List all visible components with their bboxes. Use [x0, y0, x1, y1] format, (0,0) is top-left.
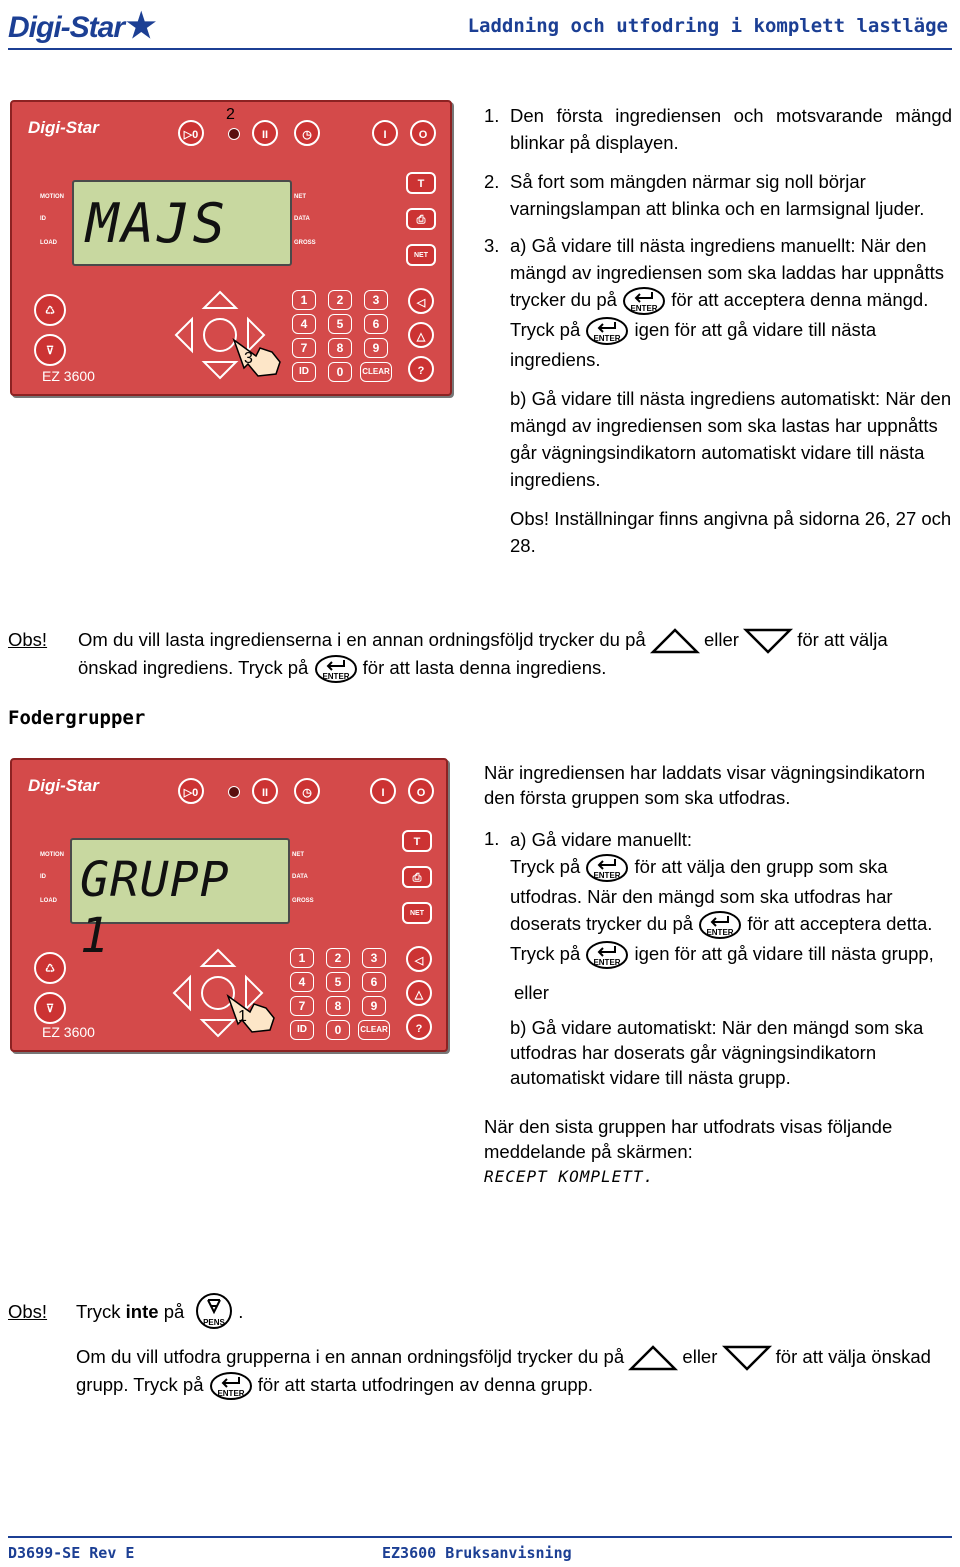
key-4[interactable]: 4: [292, 314, 316, 334]
print-button[interactable]: ⎙: [406, 208, 436, 230]
net-gross-button[interactable]: NET: [402, 902, 432, 924]
pens-button[interactable]: ⊽: [34, 992, 66, 1024]
enter-icon: [622, 286, 666, 316]
callout-2: 2: [226, 106, 235, 123]
on-button[interactable]: I: [370, 778, 396, 804]
key-2[interactable]: 2: [326, 948, 350, 968]
device-display: [72, 180, 292, 266]
key-6[interactable]: 6: [362, 972, 386, 992]
device-panel-2: [10, 758, 448, 1052]
last-group-text: När den sista gruppen har utfodrats visas följande meddelande på skärmen:: [484, 1116, 893, 1163]
label-load: LOAD: [40, 898, 57, 904]
obs-note-1: [8, 627, 952, 684]
step-2: 2. Så fort som mängden närmar sig noll börjar varningslampan att blinka och en larmsignal ljuder.: [484, 168, 952, 222]
device-model: EZ 3600: [42, 368, 95, 384]
label-gross: GROSS: [294, 240, 316, 246]
device-panel-1: [10, 100, 452, 396]
zero-button[interactable]: ▷0: [178, 120, 204, 146]
down-triangle-icon: [723, 1345, 771, 1371]
hand-pointer-icon: [224, 990, 280, 1034]
off-button[interactable]: O: [408, 778, 434, 804]
net-gross-button[interactable]: NET: [406, 244, 436, 266]
footer-divider: [8, 1536, 952, 1538]
label-motion: MOTION: [40, 194, 64, 200]
step-3a-text: a) Gå vidare till nästa ingrediens manuellt: När den mängd av ingrediensen som ska laddas har uppnåtts trycker du på ENTER för att acceptera denna mängd. Tryck på ENTER igen för att gå vidare till nästa ingrediens.: [510, 235, 944, 371]
label-id: ID: [40, 874, 46, 880]
key-7[interactable]: 7: [290, 996, 314, 1016]
help-button[interactable]: ?: [406, 1014, 432, 1040]
label-net: NET: [292, 852, 304, 858]
device-model: EZ 3600: [42, 1024, 95, 1040]
key-4[interactable]: 4: [290, 972, 314, 992]
select-button[interactable]: △: [406, 980, 432, 1006]
group-step-1: 1. a) Gå vidare manuellt: Tryck på ENTER för att välja den grupp som ska utfodras. När den mängd som ska utfodras har doserats trycker du på ENTER för att acceptera detta. Tryck på ENTER igen för att gå vidare till nästa grupp,: [484, 826, 952, 970]
function-button[interactable]: ◁: [408, 288, 434, 314]
step-2-text: Så fort som mängden närmar sig noll börjar varningslampan att blinka och en larmsignal ljuder.: [510, 171, 925, 219]
key-0[interactable]: 0: [328, 362, 352, 382]
obs-label: Obs!: [8, 629, 48, 650]
label-id: ID: [40, 216, 46, 222]
section-heading-fodergrupper: Fodergrupper: [8, 707, 146, 729]
key-5[interactable]: 5: [328, 314, 352, 334]
obs-note-2: Obs! Tryck inte på PENS . Om du vill utfodra grupperna i en annan ordningsföljd trycker du på eller för att välja önskad grupp. Tryck på ENTER för att starta utfodringen av denna grupp.: [8, 1292, 952, 1401]
enter-icon: [585, 316, 629, 346]
complete-message: RECEPT KOMPLETT.: [484, 1167, 655, 1187]
up-triangle-icon: [651, 628, 699, 654]
hold-button[interactable]: II: [252, 778, 278, 804]
tare-button[interactable]: T: [402, 830, 432, 852]
key-8[interactable]: 8: [326, 996, 350, 1016]
key-clear[interactable]: CLEAR: [358, 1020, 390, 1040]
group-step-1b-text: b) Gå vidare automatiskt: När den mängd som ska utfodras har doserats går vägningsindikatorn automatiskt vidare till nästa grupp.: [510, 1017, 924, 1089]
star-icon: ★: [126, 7, 156, 45]
device-brand: Digi-Star: [28, 118, 99, 137]
print-button[interactable]: ⎙: [402, 866, 432, 888]
or-text: eller: [514, 982, 549, 1004]
page-title: Laddning och utfodring i komplett lastläge: [467, 15, 948, 37]
enter-icon: [585, 853, 629, 883]
warning-led: [228, 128, 240, 140]
obs-label: Obs!: [8, 1300, 48, 1322]
device-display: [70, 838, 290, 964]
obs-note-1-text: Om du vill lasta ingredienserna i en annan ordningsföljd trycker du på eller för att välja önskad ingrediens. Tryck på ENTER för att lasta denna ingrediens.: [78, 627, 952, 684]
pens-icon: [190, 1292, 238, 1330]
enter-icon: [698, 910, 742, 940]
enter-icon: [314, 654, 358, 684]
enter-icon: [209, 1371, 253, 1401]
key-2[interactable]: 2: [328, 290, 352, 310]
footer-manual-title: EZ3600 Bruksanvisning: [382, 1544, 572, 1562]
svg-text:PENS: PENS: [203, 1318, 226, 1327]
warning-led: [228, 786, 240, 798]
key-3[interactable]: 3: [364, 290, 388, 310]
left-arrow-key: [176, 319, 192, 351]
key-5[interactable]: 5: [326, 972, 350, 992]
step-1: 1. Den första ingrediensen och motsvarande mängd blinkar på displayen.: [484, 102, 952, 156]
key-8[interactable]: 8: [328, 338, 352, 358]
digistar-logo: [8, 6, 156, 46]
key-7[interactable]: 7: [292, 338, 316, 358]
enter-icon: [585, 940, 629, 970]
pens-button[interactable]: ⊽: [34, 334, 66, 366]
group-step-1a-text: a) Gå vidare manuellt: Tryck på ENTER för att välja den grupp som ska utfodras. När den mängd som ska utfodras har doserats trycker du på ENTER för att acceptera detta. Tryck på ENTER igen för att gå vidare till nästa grupp,: [510, 826, 952, 970]
svg-text:ENTER: ENTER: [593, 871, 621, 881]
key-9[interactable]: 9: [364, 338, 388, 358]
up-arrow-key: [204, 292, 236, 308]
step-1-text: Den första ingrediensen och motsvarande mängd blinkar på displayen.: [510, 105, 952, 153]
callout-1: 1: [238, 1008, 247, 1025]
key-1[interactable]: 1: [290, 948, 314, 968]
svg-text:ENTER: ENTER: [593, 958, 621, 968]
key-6[interactable]: 6: [364, 314, 388, 334]
intro-text: När ingrediensen har laddats visar vägningsindikatorn den första gruppen som ska utfodras.: [484, 762, 926, 808]
timer-counter-button[interactable]: ◷: [294, 778, 320, 804]
display-text: MAJS: [86, 192, 229, 255]
key-id[interactable]: ID: [292, 362, 316, 382]
label-gross: GROSS: [292, 898, 314, 904]
left-arrow-key: [174, 977, 190, 1009]
label-motion: MOTION: [40, 852, 64, 858]
svg-text:ENTER: ENTER: [630, 304, 658, 314]
zero-button[interactable]: ▷0: [178, 778, 204, 804]
svg-text:ENTER: ENTER: [217, 1389, 245, 1399]
up-arrow-key: [202, 950, 234, 966]
step-3b-text: b) Gå vidare till nästa ingrediens automatiskt: När den mängd av ingrediensen som ska lastas har uppnåtts går vägningsindikatorn automatiskt vidare till nästa ingrediens.: [510, 388, 952, 491]
hand-pointer-icon: [230, 334, 286, 378]
select-button[interactable]: △: [408, 322, 434, 348]
label-net: NET: [294, 194, 306, 200]
key-id[interactable]: ID: [290, 1020, 314, 1040]
tare-button[interactable]: T: [406, 172, 436, 194]
help-button[interactable]: ?: [408, 356, 434, 382]
svg-text:ENTER: ENTER: [321, 672, 350, 682]
callout-3: 3: [244, 350, 253, 367]
label-data: DATA: [294, 216, 310, 222]
step-list-1: [484, 102, 952, 559]
footer-doc-id: D3699-SE Rev E: [8, 1544, 135, 1562]
up-triangle-icon: [629, 1345, 677, 1371]
step-3: 3. a) Gå vidare till nästa ingrediens manuellt: När den mängd av ingrediensen som ska laddas har uppnåtts trycker du på ENTER för att acceptera denna mängd. Tryck på ENTER igen för att gå vidare till nästa ingrediens.: [484, 232, 952, 373]
on-button[interactable]: I: [372, 120, 398, 146]
key-1[interactable]: 1: [292, 290, 316, 310]
recipe-button[interactable]: ♺: [34, 952, 66, 984]
settings-note: Obs! Inställningar finns angivna på sidorna 26, 27 och 28.: [510, 508, 952, 557]
hold-button[interactable]: II: [252, 120, 278, 146]
key-3[interactable]: 3: [362, 948, 386, 968]
header-divider: [8, 48, 952, 50]
section-2-text: [484, 760, 952, 1189]
recipe-button[interactable]: ♺: [34, 294, 66, 326]
display-text: GRUPP 1: [80, 852, 230, 964]
label-load: LOAD: [40, 240, 57, 246]
down-triangle-icon: [744, 628, 792, 654]
key-clear[interactable]: CLEAR: [360, 362, 392, 382]
timer-counter-button[interactable]: ◷: [294, 120, 320, 146]
svg-text:ENTER: ENTER: [593, 334, 621, 344]
off-button[interactable]: O: [410, 120, 436, 146]
function-button[interactable]: ◁: [406, 946, 432, 972]
svg-text:ENTER: ENTER: [706, 928, 734, 938]
key-9[interactable]: 9: [362, 996, 386, 1016]
obs-note-2-text: Om du vill utfodra grupperna i en annan ordningsföljd trycker du på eller för att välja önskad grupp. Tryck på ENTER för att starta utfodringen av denna grupp.: [8, 1344, 952, 1401]
label-data: DATA: [292, 874, 308, 880]
key-0[interactable]: 0: [326, 1020, 350, 1040]
logo-text: Digi-Star: [8, 11, 125, 44]
device-brand: Digi-Star: [28, 776, 99, 795]
